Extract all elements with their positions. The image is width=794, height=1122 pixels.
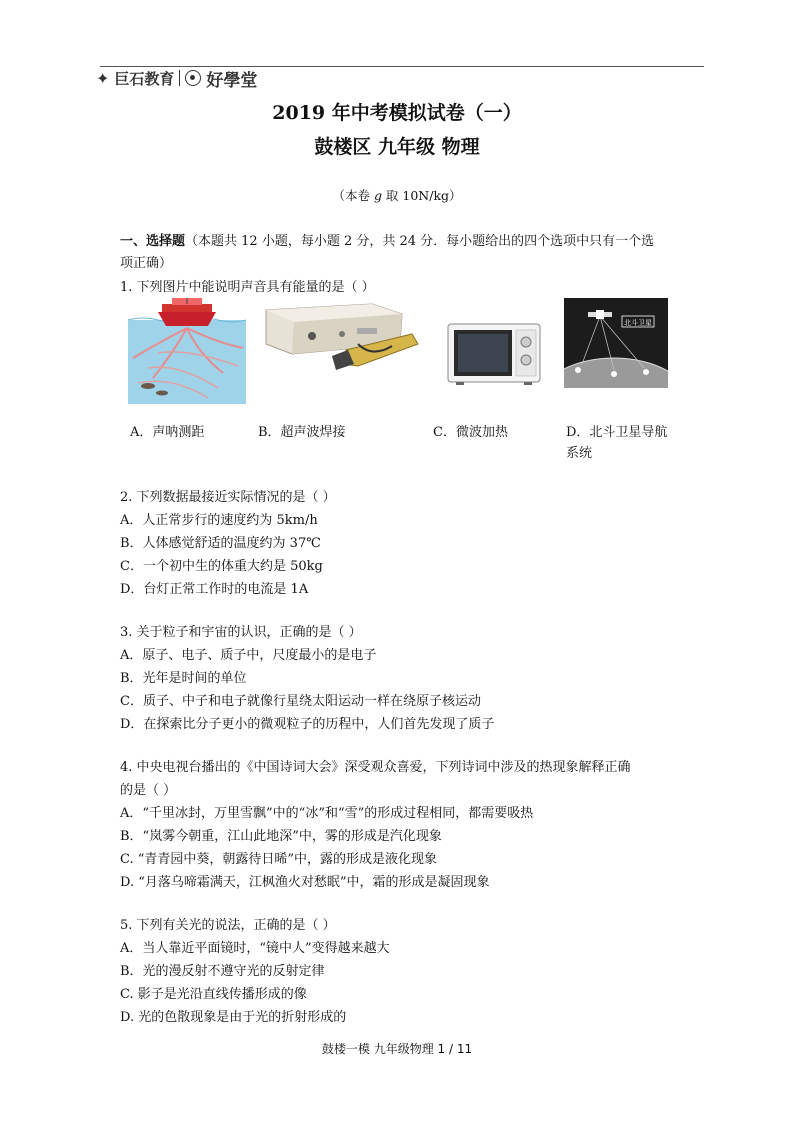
- question-4-stem-cont: 的是（ ）: [120, 783, 177, 798]
- q2-option-a: A．人正常步行的速度约为 5km/h: [120, 513, 318, 528]
- brand-divider: [179, 70, 180, 86]
- seal-icon: [185, 70, 201, 86]
- satellite-icon: [564, 298, 668, 388]
- q2-option-d: D．台灯正常工作时的电流是 1A: [120, 582, 309, 597]
- q5-option-a: A．当人靠近平面镜时，“镜中人”变得越来越大: [120, 941, 390, 956]
- page-footer: 鼓楼一模 九年级物理 1 / 11: [321, 1042, 473, 1056]
- section-description: 项正确）: [120, 256, 173, 271]
- question-5-stem: 5. 下列有关光的说法，正确的是（ ）: [120, 918, 336, 933]
- brand-mark-icon: ✦: [96, 68, 110, 88]
- q4-option-b: B．“岚雾今朝重，江山此地深”中，雾的形成是汽化现象: [120, 829, 442, 844]
- brand-logo: [96, 66, 257, 90]
- exam-title: 2019 年中考模拟试卷（一）: [272, 102, 522, 124]
- q5-option-d: D. 光的色散现象是由于光的折射形成的: [120, 1010, 347, 1025]
- q5-option-c: C. 影子是光沿直线传播形成的像: [120, 987, 307, 1002]
- q2-option-b: B．人体感觉舒适的温度约为 37℃: [120, 536, 321, 551]
- exam-subtitle: 鼓楼区 九年级 物理: [314, 136, 480, 158]
- q1-option-c: C．微波加热: [433, 425, 508, 440]
- q1-option-d-cont: 系统: [566, 446, 593, 461]
- header-rule: [100, 66, 704, 67]
- q4-option-a: A．“千里冰封，万里雪飘”中的“冰”和“雪”的形成过程相同，都需要吸热: [120, 806, 534, 821]
- q4-option-c: C. “青青园中葵，朝露待日晞”中，露的形成是液化现象: [120, 852, 438, 867]
- q2-option-c: C．一个初中生的体重大约是 50kg: [120, 559, 323, 574]
- q4-option-d: D. “月落乌啼霜满天，江枫渔火对愁眠”中，霜的形成是凝固现象: [120, 875, 490, 890]
- q3-option-a: A．原子、电子、质子中，尺度最小的是电子: [120, 648, 377, 663]
- ultrasonic-welder-icon: [262, 300, 420, 378]
- q3-option-d: D．在探索比分子更小的微观粒子的历程中，人们首先发现了质子: [120, 717, 495, 732]
- question-2-stem: 2. 下列数据最接近实际情况的是（ ）: [120, 490, 336, 505]
- q3-option-c: C．质子、中子和电子就像行星绕太阳运动一样在绕原子核运动: [120, 694, 481, 709]
- q1-option-b: B．超声波焊接: [258, 425, 346, 440]
- sonar-ship-icon: [128, 298, 246, 404]
- question-1-stem: 1. 下列图片中能说明声音具有能量的是（ ）: [120, 280, 375, 295]
- question-4-stem: 4. 中央电视台播出的《中国诗词大会》深受观众喜爱，下列诗词中涉及的热现象解释正确: [120, 760, 631, 775]
- brand-primary: 巨石教育: [114, 69, 175, 88]
- question-3-stem: 3. 关于粒子和宇宙的认识，正确的是（ ）: [120, 625, 362, 640]
- q5-option-b: B．光的漫反射不遵守光的反射定律: [120, 964, 325, 979]
- q1-option-d: D．北斗卫星导航: [566, 425, 668, 440]
- q1-option-a: A．声呐测距: [130, 425, 205, 440]
- svg-text:北斗卫星: 北斗卫星: [624, 319, 652, 327]
- section-heading: 一、选择题（本题共 12 小题，每小题 2 分，共 24 分．每小题给出的四个选项中只有一个选: [120, 234, 655, 249]
- q3-option-b: B．光年是时间的单位: [120, 671, 247, 686]
- brand-secondary: 好學堂: [206, 70, 258, 91]
- gravity-note: （本卷 g 取 10N/kg）: [332, 188, 462, 203]
- microwave-oven-icon: [446, 320, 542, 386]
